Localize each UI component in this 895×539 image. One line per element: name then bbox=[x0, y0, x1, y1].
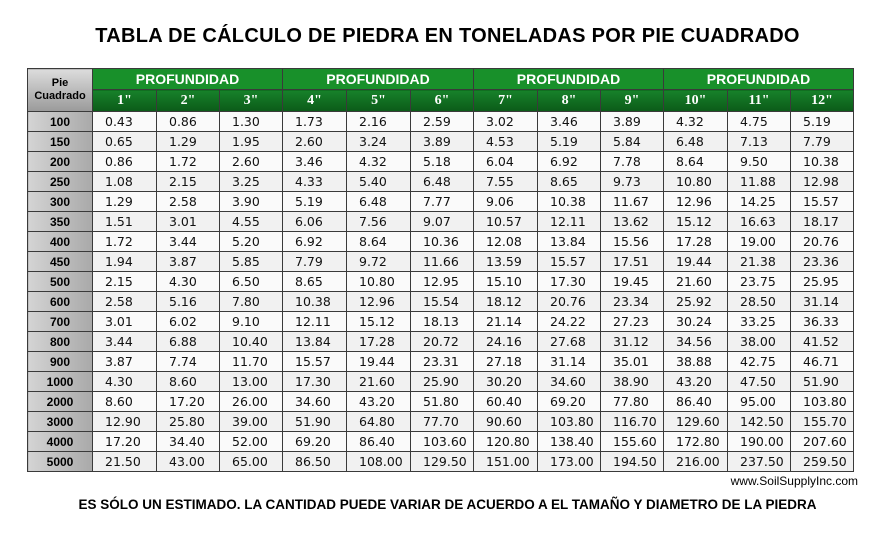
group-header: PROFUNDIDAD bbox=[474, 69, 664, 90]
table-cell: 27.23 bbox=[601, 312, 664, 332]
table-cell: 19.00 bbox=[728, 232, 791, 252]
row-header-sqft: 500 bbox=[28, 272, 93, 292]
table-cell: 3.01 bbox=[157, 212, 220, 232]
table-row bbox=[28, 152, 854, 172]
table-cell: 9.10 bbox=[220, 312, 283, 332]
table-cell: 90.60 bbox=[474, 412, 538, 432]
table-cell: 120.80 bbox=[474, 432, 538, 452]
table-row bbox=[28, 372, 854, 392]
table-cell: 1.72 bbox=[93, 232, 157, 252]
table-cell: 3.87 bbox=[93, 352, 157, 372]
table-cell: 15.12 bbox=[664, 212, 728, 232]
table-cell: 12.08 bbox=[474, 232, 538, 252]
table-cell: 155.70 bbox=[791, 412, 854, 432]
table-row bbox=[28, 192, 854, 212]
table-cell: 12.11 bbox=[538, 212, 601, 232]
row-header-sqft: 3000 bbox=[28, 412, 93, 432]
table-cell: 17.28 bbox=[664, 232, 728, 252]
table-row bbox=[28, 272, 854, 292]
row-header-sqft: 2000 bbox=[28, 392, 93, 412]
table-cell: 13.84 bbox=[283, 332, 347, 352]
table-cell: 129.60 bbox=[664, 412, 728, 432]
table-cell: 52.00 bbox=[220, 432, 283, 452]
table-cell: 38.00 bbox=[728, 332, 791, 352]
row-header-sqft: 250 bbox=[28, 172, 93, 192]
table-cell: 8.64 bbox=[664, 152, 728, 172]
table-row bbox=[28, 312, 854, 332]
stone-calculation-table bbox=[27, 68, 854, 472]
table-cell: 21.60 bbox=[664, 272, 728, 292]
table-row bbox=[28, 392, 854, 412]
depth-header: 6" bbox=[411, 90, 474, 112]
table-cell: 10.38 bbox=[538, 192, 601, 212]
table-row bbox=[28, 292, 854, 312]
table-cell: 7.13 bbox=[728, 132, 791, 152]
table-cell: 13.00 bbox=[220, 372, 283, 392]
table-cell: 15.54 bbox=[411, 292, 474, 312]
table-cell: 17.30 bbox=[283, 372, 347, 392]
table-cell: 43.20 bbox=[664, 372, 728, 392]
row-header-sqft: 450 bbox=[28, 252, 93, 272]
table-cell: 17.30 bbox=[538, 272, 601, 292]
row-header-sqft: 800 bbox=[28, 332, 93, 352]
table-cell: 10.38 bbox=[283, 292, 347, 312]
table-cell: 20.76 bbox=[791, 232, 854, 252]
table-cell: 65.00 bbox=[220, 452, 283, 472]
table-cell: 0.86 bbox=[157, 112, 220, 132]
table-cell: 27.18 bbox=[474, 352, 538, 372]
table-cell: 259.50 bbox=[791, 452, 854, 472]
table-cell: 3.46 bbox=[283, 152, 347, 172]
table-cell: 13.84 bbox=[538, 232, 601, 252]
table-cell: 216.00 bbox=[664, 452, 728, 472]
group-header: PROFUNDIDAD bbox=[93, 69, 283, 90]
table-row bbox=[28, 172, 854, 192]
table-cell: 237.50 bbox=[728, 452, 791, 472]
table-row bbox=[28, 412, 854, 432]
table-cell: 6.04 bbox=[474, 152, 538, 172]
table-cell: 41.52 bbox=[791, 332, 854, 352]
table-cell: 3.25 bbox=[220, 172, 283, 192]
table-cell: 116.70 bbox=[601, 412, 664, 432]
table-cell: 20.72 bbox=[411, 332, 474, 352]
table-cell: 3.44 bbox=[93, 332, 157, 352]
table-cell: 6.48 bbox=[411, 172, 474, 192]
table-cell: 6.92 bbox=[538, 152, 601, 172]
row-header-sqft: 200 bbox=[28, 152, 93, 172]
table-cell: 10.57 bbox=[474, 212, 538, 232]
table-cell: 69.20 bbox=[283, 432, 347, 452]
depth-header: 2" bbox=[157, 90, 220, 112]
table-cell: 3.89 bbox=[601, 112, 664, 132]
table-cell: 86.50 bbox=[283, 452, 347, 472]
table-cell: 190.00 bbox=[728, 432, 791, 452]
table-cell: 155.60 bbox=[601, 432, 664, 452]
depth-header: 8" bbox=[538, 90, 601, 112]
table-cell: 7.78 bbox=[601, 152, 664, 172]
table-cell: 34.60 bbox=[538, 372, 601, 392]
table-cell: 17.20 bbox=[157, 392, 220, 412]
table-cell: 21.14 bbox=[474, 312, 538, 332]
table-cell: 86.40 bbox=[664, 392, 728, 412]
table-row bbox=[28, 352, 854, 372]
table-cell: 69.20 bbox=[538, 392, 601, 412]
table-cell: 23.34 bbox=[601, 292, 664, 312]
table-cell: 3.44 bbox=[157, 232, 220, 252]
table-cell: 2.60 bbox=[220, 152, 283, 172]
table-cell: 4.32 bbox=[347, 152, 411, 172]
table-cell: 19.44 bbox=[664, 252, 728, 272]
table-cell: 86.40 bbox=[347, 432, 411, 452]
table-cell: 21.38 bbox=[728, 252, 791, 272]
table-cell: 25.92 bbox=[664, 292, 728, 312]
table-cell: 2.58 bbox=[157, 192, 220, 212]
table-cell: 14.25 bbox=[728, 192, 791, 212]
table-cell: 24.22 bbox=[538, 312, 601, 332]
table-cell: 10.36 bbox=[411, 232, 474, 252]
table-cell: 8.60 bbox=[157, 372, 220, 392]
table-cell: 42.75 bbox=[728, 352, 791, 372]
table-cell: 2.59 bbox=[411, 112, 474, 132]
table-cell: 51.80 bbox=[411, 392, 474, 412]
table-cell: 129.50 bbox=[411, 452, 474, 472]
table-cell: 3.46 bbox=[538, 112, 601, 132]
table-cell: 6.48 bbox=[664, 132, 728, 152]
table-row bbox=[28, 212, 854, 232]
table-cell: 17.28 bbox=[347, 332, 411, 352]
depth-header: 1" bbox=[93, 90, 157, 112]
table-cell: 34.40 bbox=[157, 432, 220, 452]
table-row bbox=[28, 332, 854, 352]
depth-header: 10" bbox=[664, 90, 728, 112]
table-cell: 20.76 bbox=[538, 292, 601, 312]
row-header-sqft: 600 bbox=[28, 292, 93, 312]
row-header-sqft: 300 bbox=[28, 192, 93, 212]
table-cell: 3.89 bbox=[411, 132, 474, 152]
table-cell: 9.50 bbox=[728, 152, 791, 172]
group-header: PROFUNDIDAD bbox=[283, 69, 474, 90]
row-header-sqft: 100 bbox=[28, 112, 93, 132]
table-cell: 9.07 bbox=[411, 212, 474, 232]
table-cell: 26.00 bbox=[220, 392, 283, 412]
table-cell: 103.80 bbox=[538, 412, 601, 432]
table-cell: 51.90 bbox=[283, 412, 347, 432]
table-cell: 7.79 bbox=[283, 252, 347, 272]
table-cell: 6.88 bbox=[157, 332, 220, 352]
table-cell: 15.57 bbox=[283, 352, 347, 372]
table-cell: 25.95 bbox=[791, 272, 854, 292]
table-cell: 19.45 bbox=[601, 272, 664, 292]
table-row bbox=[28, 112, 854, 132]
table-cell: 207.60 bbox=[791, 432, 854, 452]
table-cell: 24.16 bbox=[474, 332, 538, 352]
table-cell: 4.53 bbox=[474, 132, 538, 152]
table-cell: 10.80 bbox=[347, 272, 411, 292]
table-cell: 31.12 bbox=[601, 332, 664, 352]
table-cell: 3.01 bbox=[93, 312, 157, 332]
table-row bbox=[28, 132, 854, 152]
table-cell: 25.90 bbox=[411, 372, 474, 392]
table-cell: 31.14 bbox=[791, 292, 854, 312]
table-cell: 11.88 bbox=[728, 172, 791, 192]
page-title: TABLA DE CÁLCULO DE PIEDRA EN TONELADAS POR PIE CUADRADO bbox=[95, 25, 800, 47]
table-cell: 172.80 bbox=[664, 432, 728, 452]
table-cell: 4.33 bbox=[283, 172, 347, 192]
table-cell: 103.80 bbox=[791, 392, 854, 412]
table-cell: 1.08 bbox=[93, 172, 157, 192]
table-cell: 11.70 bbox=[220, 352, 283, 372]
table-cell: 138.40 bbox=[538, 432, 601, 452]
table-cell: 8.64 bbox=[347, 232, 411, 252]
table-cell: 23.36 bbox=[791, 252, 854, 272]
table-row bbox=[28, 252, 854, 272]
table-cell: 38.90 bbox=[601, 372, 664, 392]
table-cell: 12.96 bbox=[664, 192, 728, 212]
table-cell: 8.60 bbox=[93, 392, 157, 412]
table-row bbox=[28, 232, 854, 252]
table-cell: 5.18 bbox=[411, 152, 474, 172]
table-cell: 4.30 bbox=[93, 372, 157, 392]
table-cell: 6.06 bbox=[283, 212, 347, 232]
table-cell: 3.87 bbox=[157, 252, 220, 272]
table-cell: 9.73 bbox=[601, 172, 664, 192]
table-cell: 60.40 bbox=[474, 392, 538, 412]
table-cell: 2.60 bbox=[283, 132, 347, 152]
table-cell: 16.63 bbox=[728, 212, 791, 232]
table-cell: 8.65 bbox=[538, 172, 601, 192]
table-cell: 5.19 bbox=[538, 132, 601, 152]
table-cell: 9.06 bbox=[474, 192, 538, 212]
table-cell: 39.00 bbox=[220, 412, 283, 432]
table-cell: 7.55 bbox=[474, 172, 538, 192]
table-cell: 13.59 bbox=[474, 252, 538, 272]
table-cell: 1.94 bbox=[93, 252, 157, 272]
table-cell: 30.20 bbox=[474, 372, 538, 392]
table-cell: 7.56 bbox=[347, 212, 411, 232]
table-cell: 12.11 bbox=[283, 312, 347, 332]
depth-header: 12" bbox=[791, 90, 854, 112]
table-cell: 0.65 bbox=[93, 132, 157, 152]
table-cell: 43.20 bbox=[347, 392, 411, 412]
table-cell: 15.56 bbox=[601, 232, 664, 252]
row-header-sqft: 350 bbox=[28, 212, 93, 232]
corner-label-line2: Cuadrado bbox=[34, 90, 86, 102]
table-cell: 5.16 bbox=[157, 292, 220, 312]
corner-header bbox=[28, 69, 93, 112]
depth-header: 3" bbox=[220, 90, 283, 112]
table-cell: 18.17 bbox=[791, 212, 854, 232]
table-cell: 6.02 bbox=[157, 312, 220, 332]
table-cell: 23.75 bbox=[728, 272, 791, 292]
table-cell: 33.25 bbox=[728, 312, 791, 332]
table-cell: 28.50 bbox=[728, 292, 791, 312]
table-cell: 2.15 bbox=[157, 172, 220, 192]
table-cell: 10.80 bbox=[664, 172, 728, 192]
table-cell: 1.95 bbox=[220, 132, 283, 152]
table-cell: 10.38 bbox=[791, 152, 854, 172]
table-cell: 21.50 bbox=[93, 452, 157, 472]
table-cell: 10.40 bbox=[220, 332, 283, 352]
table-cell: 9.72 bbox=[347, 252, 411, 272]
table-cell: 194.50 bbox=[601, 452, 664, 472]
row-header-sqft: 700 bbox=[28, 312, 93, 332]
table-cell: 5.20 bbox=[220, 232, 283, 252]
website-url: www.SoilSupplyInc.com bbox=[730, 474, 858, 488]
row-header-sqft: 5000 bbox=[28, 452, 93, 472]
table-cell: 5.85 bbox=[220, 252, 283, 272]
row-header-sqft: 900 bbox=[28, 352, 93, 372]
table-cell: 17.51 bbox=[601, 252, 664, 272]
table-cell: 31.14 bbox=[538, 352, 601, 372]
depth-header: 11" bbox=[728, 90, 791, 112]
table-cell: 77.70 bbox=[411, 412, 474, 432]
table-cell: 2.15 bbox=[93, 272, 157, 292]
table-cell: 173.00 bbox=[538, 452, 601, 472]
table-cell: 142.50 bbox=[728, 412, 791, 432]
table-cell: 11.67 bbox=[601, 192, 664, 212]
table-cell: 2.58 bbox=[93, 292, 157, 312]
row-header-sqft: 4000 bbox=[28, 432, 93, 452]
table-row bbox=[28, 452, 854, 472]
table-cell: 1.51 bbox=[93, 212, 157, 232]
table-cell: 108.00 bbox=[347, 452, 411, 472]
corner-label-line1: Pie bbox=[51, 77, 69, 89]
depth-header: 5" bbox=[347, 90, 411, 112]
table-cell: 18.12 bbox=[474, 292, 538, 312]
table-cell: 103.60 bbox=[411, 432, 474, 452]
table-cell: 12.96 bbox=[347, 292, 411, 312]
table-cell: 27.68 bbox=[538, 332, 601, 352]
table-cell: 12.90 bbox=[93, 412, 157, 432]
table-cell: 5.84 bbox=[601, 132, 664, 152]
table-cell: 1.29 bbox=[157, 132, 220, 152]
depth-header: 9" bbox=[601, 90, 664, 112]
table-cell: 5.40 bbox=[347, 172, 411, 192]
table-cell: 3.24 bbox=[347, 132, 411, 152]
table-cell: 36.33 bbox=[791, 312, 854, 332]
table-cell: 7.77 bbox=[411, 192, 474, 212]
table-cell: 2.16 bbox=[347, 112, 411, 132]
table-cell: 11.66 bbox=[411, 252, 474, 272]
table-cell: 21.60 bbox=[347, 372, 411, 392]
table-cell: 4.32 bbox=[664, 112, 728, 132]
table-cell: 1.73 bbox=[283, 112, 347, 132]
table-cell: 15.57 bbox=[791, 192, 854, 212]
table-cell: 19.44 bbox=[347, 352, 411, 372]
table-cell: 3.02 bbox=[474, 112, 538, 132]
table-cell: 46.71 bbox=[791, 352, 854, 372]
disclaimer-note: ES SÓLO UN ESTIMADO. LA CANTIDAD PUEDE VARIAR DE ACUERDO A EL TAMAÑO Y DIAMETRO DE LA PIEDRA bbox=[78, 497, 817, 512]
table-cell: 95.00 bbox=[728, 392, 791, 412]
table-cell: 4.55 bbox=[220, 212, 283, 232]
table-cell: 77.80 bbox=[601, 392, 664, 412]
row-header-sqft: 150 bbox=[28, 132, 93, 152]
table-cell: 34.56 bbox=[664, 332, 728, 352]
table-cell: 151.00 bbox=[474, 452, 538, 472]
table-cell: 47.50 bbox=[728, 372, 791, 392]
table-cell: 1.30 bbox=[220, 112, 283, 132]
table-cell: 6.48 bbox=[347, 192, 411, 212]
table-cell: 3.90 bbox=[220, 192, 283, 212]
table-cell: 12.95 bbox=[411, 272, 474, 292]
depth-header: 4" bbox=[283, 90, 347, 112]
table-cell: 15.10 bbox=[474, 272, 538, 292]
table-cell: 12.98 bbox=[791, 172, 854, 192]
table-cell: 15.12 bbox=[347, 312, 411, 332]
table-cell: 0.86 bbox=[93, 152, 157, 172]
table-row bbox=[28, 432, 854, 452]
table-cell: 64.80 bbox=[347, 412, 411, 432]
group-header: PROFUNDIDAD bbox=[664, 69, 854, 90]
table-cell: 43.00 bbox=[157, 452, 220, 472]
table-cell: 51.90 bbox=[791, 372, 854, 392]
table-cell: 38.88 bbox=[664, 352, 728, 372]
table-cell: 13.62 bbox=[601, 212, 664, 232]
row-header-sqft: 1000 bbox=[28, 372, 93, 392]
row-header-sqft: 400 bbox=[28, 232, 93, 252]
table-cell: 4.30 bbox=[157, 272, 220, 292]
table-cell: 1.29 bbox=[93, 192, 157, 212]
table-cell: 4.75 bbox=[728, 112, 791, 132]
table-cell: 1.72 bbox=[157, 152, 220, 172]
table-cell: 25.80 bbox=[157, 412, 220, 432]
table-cell: 0.43 bbox=[93, 112, 157, 132]
table-cell: 7.79 bbox=[791, 132, 854, 152]
depth-header-row bbox=[28, 90, 854, 112]
table-cell: 7.74 bbox=[157, 352, 220, 372]
table-cell: 6.92 bbox=[283, 232, 347, 252]
table-cell: 18.13 bbox=[411, 312, 474, 332]
table-body bbox=[28, 112, 854, 472]
table-cell: 34.60 bbox=[283, 392, 347, 412]
table-cell: 23.31 bbox=[411, 352, 474, 372]
table-cell: 15.57 bbox=[538, 252, 601, 272]
table-cell: 35.01 bbox=[601, 352, 664, 372]
table-cell: 6.50 bbox=[220, 272, 283, 292]
table-cell: 30.24 bbox=[664, 312, 728, 332]
table-cell: 5.19 bbox=[283, 192, 347, 212]
depth-header: 7" bbox=[474, 90, 538, 112]
table-cell: 17.20 bbox=[93, 432, 157, 452]
table-cell: 5.19 bbox=[791, 112, 854, 132]
table-cell: 7.80 bbox=[220, 292, 283, 312]
table-cell: 8.65 bbox=[283, 272, 347, 292]
